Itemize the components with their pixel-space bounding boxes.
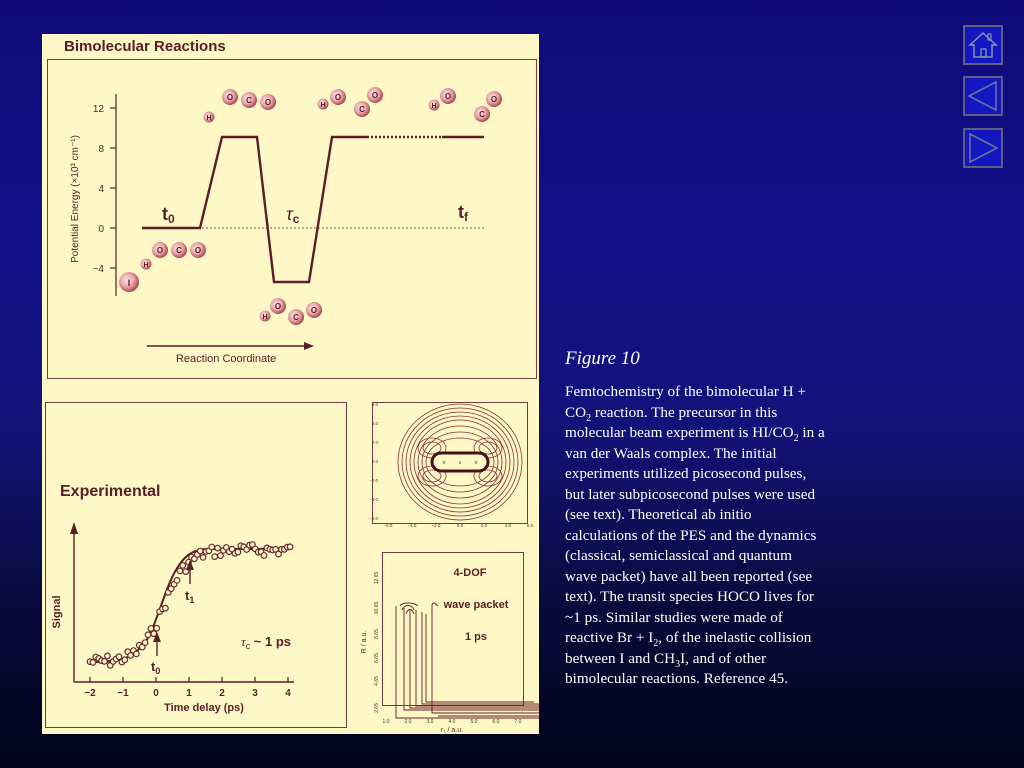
- svg-text:c: c: [458, 460, 462, 466]
- data-point: [154, 625, 160, 631]
- data-point: [163, 605, 169, 611]
- data-point: [105, 653, 111, 659]
- svg-text:2.0: 2.0: [404, 719, 412, 725]
- next-slide-button[interactable]: [963, 128, 1003, 168]
- atom-O1-prod2: O: [444, 92, 452, 101]
- svg-text:−4.0: −4.0: [369, 497, 378, 502]
- ytick-4: 4: [98, 184, 104, 195]
- svg-text:o: o: [442, 460, 446, 466]
- home-button[interactable]: [963, 25, 1003, 65]
- atom-H-initial: H: [143, 262, 149, 269]
- svg-text:6.0: 6.0: [492, 719, 500, 725]
- bimolecular-diagram: [42, 34, 539, 384]
- data-point: [90, 660, 96, 666]
- atom-H-prod2: H: [431, 103, 437, 110]
- atom-O2-complex: O: [310, 306, 318, 315]
- atom-O2-prod2: O: [490, 95, 498, 104]
- tf-label: tf: [458, 202, 468, 224]
- data-point: [215, 545, 221, 551]
- t0-label: t0: [162, 204, 175, 226]
- atom-O2-approach: O: [264, 98, 272, 107]
- data-point: [197, 548, 203, 554]
- svg-text:2.65: 2.65: [374, 703, 380, 713]
- svg-text:12.65: 12.65: [374, 571, 380, 585]
- data-point: [134, 651, 140, 657]
- molecule-icons: [119, 87, 502, 325]
- tau-c-label: τc: [286, 204, 300, 226]
- svg-text:2.0: 2.0: [480, 523, 488, 528]
- svg-text:4.0: 4.0: [371, 421, 378, 426]
- time-delay-axis-label: Time delay (ps): [164, 702, 244, 714]
- xtick-0: 0: [153, 688, 159, 699]
- svg-text:6.0: 6.0: [526, 523, 534, 528]
- data-point: [180, 563, 186, 569]
- svg-text:1.0: 1.0: [382, 719, 390, 725]
- svg-text:0.0: 0.0: [371, 459, 378, 464]
- tau-c-exp-label: $\tau_c$ ~ 1 ps: [241, 634, 291, 651]
- atom-O2-initial: O: [194, 246, 202, 255]
- data-point: [287, 544, 293, 550]
- reaction-coordinate-label: Reaction Coordinate: [176, 353, 277, 365]
- svg-text:10.65: 10.65: [374, 601, 380, 615]
- svg-text:−6.0: −6.0: [369, 516, 378, 521]
- atom-O2-prod1: O: [371, 91, 379, 100]
- xtick-2: 2: [219, 688, 225, 699]
- data-point: [145, 632, 151, 638]
- atom-H-approach: H: [206, 115, 212, 122]
- xtick-neg2: −2: [84, 688, 96, 699]
- data-point: [209, 544, 215, 550]
- data-point: [142, 640, 148, 646]
- atom-C-prod2: C: [479, 110, 485, 119]
- home-icon: [965, 27, 1001, 63]
- svg-text:0.0: 0.0: [456, 523, 464, 528]
- data-point: [122, 657, 128, 663]
- figure-caption-title: Figure 10: [565, 348, 640, 369]
- data-point: [116, 654, 122, 660]
- xtick-neg1: −1: [117, 688, 129, 699]
- bimolecular-title: Bimolecular Reactions: [64, 38, 226, 55]
- atom-C-complex: C: [293, 313, 299, 322]
- svg-text:−2.0: −2.0: [369, 478, 378, 483]
- xtick-1: 1: [186, 688, 192, 699]
- data-point: [200, 555, 206, 561]
- svg-text:2.0: 2.0: [371, 440, 378, 445]
- r1-axis-label: r₁ / a.u.: [440, 727, 464, 734]
- R-axis-label: R / a.u.: [361, 630, 368, 654]
- previous-slide-button[interactable]: [963, 76, 1003, 116]
- svg-text:4.0: 4.0: [448, 719, 456, 725]
- data-point: [102, 659, 108, 665]
- atom-O1-complex: O: [274, 302, 282, 311]
- data-point: [177, 568, 183, 574]
- ytick-12: 12: [92, 104, 104, 115]
- contour-plot-bottom: [342, 548, 539, 734]
- wave-packet-label: wave packet: [443, 599, 509, 611]
- potential-energy-path: [142, 137, 367, 282]
- xtick-4: 4: [285, 688, 291, 699]
- svg-text:−6.0: −6.0: [383, 523, 393, 528]
- contour-plot-top: [350, 396, 538, 532]
- atom-H-complex: H: [262, 314, 268, 321]
- figure-panel: [42, 34, 539, 734]
- svg-text:3.0: 3.0: [426, 719, 434, 725]
- svg-text:6.0: 6.0: [371, 402, 378, 407]
- ytick-8: 8: [98, 144, 104, 155]
- atom-C-approach: C: [246, 96, 252, 105]
- experimental-plot: [42, 394, 352, 734]
- xtick-3: 3: [252, 688, 258, 699]
- t0-exp-label: $t_0$: [151, 659, 161, 676]
- atom-O1-prod1: O: [334, 93, 342, 102]
- atom-O1-initial: O: [156, 246, 164, 255]
- svg-text:7.0: 7.0: [514, 719, 522, 725]
- t1-label: $t_1$: [185, 588, 195, 605]
- svg-text:−4.0: −4.0: [407, 523, 417, 528]
- data-point: [235, 549, 241, 555]
- ytick-neg4: −4: [92, 264, 104, 275]
- one-ps-label: 1 ps: [464, 631, 488, 643]
- figure-caption-body: Femtochemistry of the bimolecular $H + CO_2$ reaction. The precursor in this molecular beam experiment is $HI/CO_2$ in a van der Waals complex. The initial experiments utilized picosecond pulses, but later subpicosecond pulses were used (see text). Theoretical ab initio calculations of the PES and the dynamics (classical, semiclassical and quantum wave packet) have all been reported (see text). The transit species HOCO lives for ~1 ps. Similar studies were made of reactive $Br + I_2$, of the inelastic collision between I and $CH_3I$, and of other bimolecular reactions. Reference 45.: [565, 383, 825, 687]
- svg-text:6.65: 6.65: [374, 653, 380, 663]
- atom-H-prod1: H: [320, 102, 326, 109]
- atom-C-initial: C: [176, 246, 182, 255]
- data-point: [174, 578, 180, 584]
- data-point: [212, 554, 218, 560]
- signal-axis-label: Signal: [51, 595, 63, 629]
- svg-text:−2.0: −2.0: [431, 523, 441, 528]
- svg-text:o: o: [474, 460, 478, 466]
- experimental-title: Experimental: [60, 483, 161, 500]
- four-dof-label: 4-DOF: [453, 567, 487, 579]
- ytick-0: 0: [98, 224, 104, 235]
- previous-arrow-icon: [965, 78, 1001, 114]
- atom-I: I: [127, 278, 131, 288]
- potential-energy-axis-label: Potential Energy (×10³ cm⁻¹): [70, 135, 81, 263]
- figure-caption: [565, 348, 827, 690]
- svg-text:4.0: 4.0: [504, 523, 512, 528]
- svg-text:4.65: 4.65: [374, 676, 380, 686]
- next-arrow-icon: [965, 130, 1001, 166]
- svg-text:5.0: 5.0: [470, 719, 478, 725]
- svg-text:8.65: 8.65: [374, 629, 380, 639]
- data-point: [261, 553, 267, 559]
- atom-O1-approach: O: [226, 93, 234, 102]
- atom-C-prod1: C: [359, 105, 365, 114]
